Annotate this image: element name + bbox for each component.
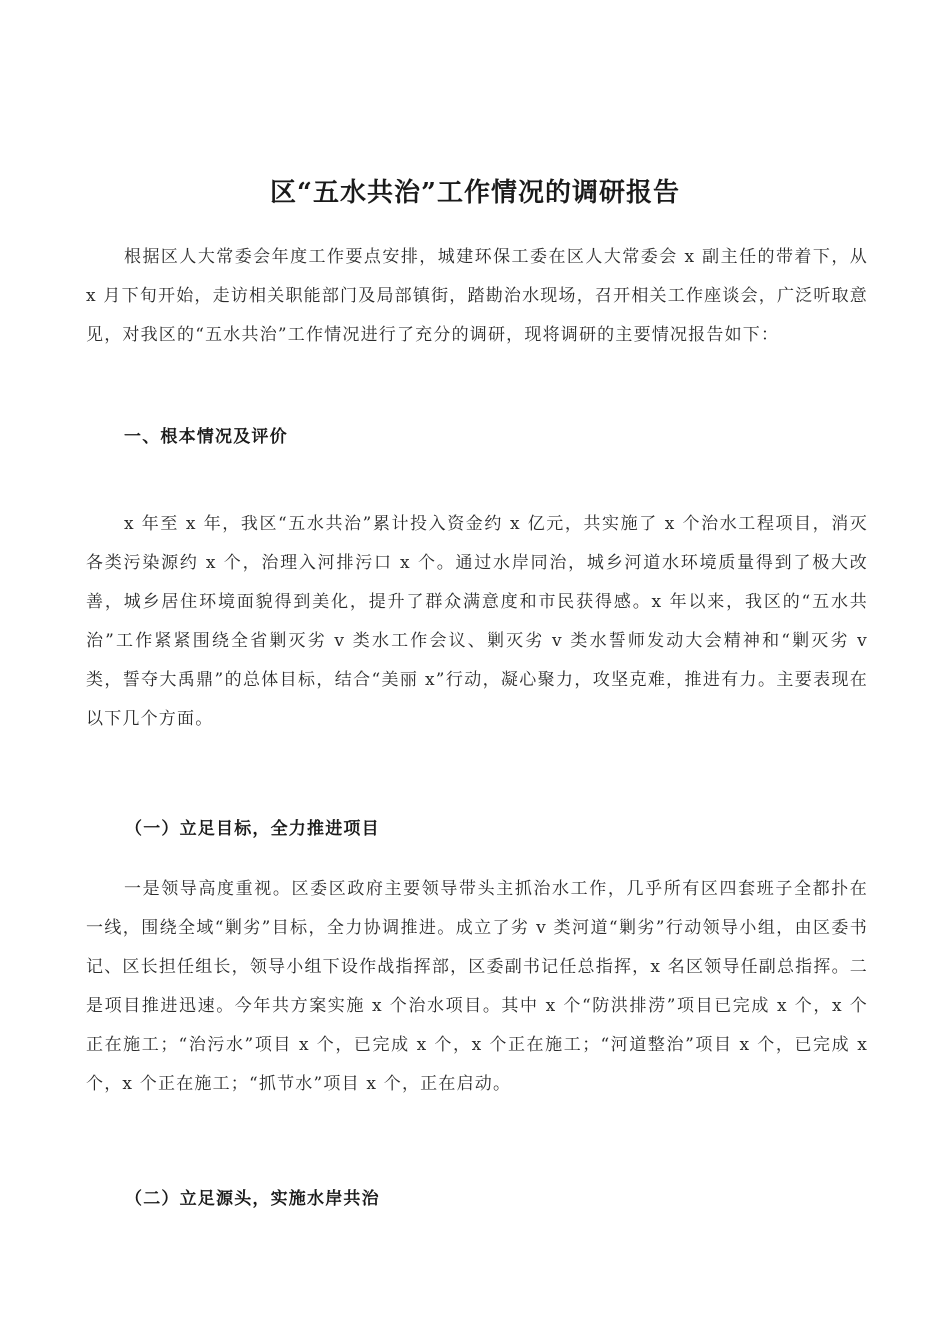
page-title: 区“五水共治”工作情况的调研报告: [270, 178, 680, 209]
subsection-1-paragraph: 一是领导高度重视。区委区政府主要领导带头主抓治水工作，几乎所有区四套班子全都扑在一线，围绕全域“剿劣”目标，全力协调推进。成立了劣 v 类河道“剿劣”行动领导小组，由区委书记、区长担任组长，领导小组下设作战指挥部，区委副书记任总指挥，x 名区领导任副总指挥。二是项目推进迅速。今年共方案实施 x 个治水项目。其中 x 个“防洪排涝”项目已完成 x 个，x 个正在施工；“治污水”项目 x 个，已完成 x 个，x 个正在施工；“河道整治”项目 x 个，已完成 x 个，x 个正在施工；“抓节水”项目 x 个，正在启动。: [86, 879, 868, 1094]
section-heading-1: 一、根本情况及评价: [124, 427, 288, 447]
subsection-heading-2: （二）立足源头，实施水岸共治: [125, 1189, 380, 1209]
section-1-paragraph: x 年至 x 年，我区“五水共治”累计投入资金约 x 亿元，共实施了 x 个治水工程项目，消灭各类污染源约 x 个，治理入河排污口 x 个。通过水岸同治，城乡河道水环境质量得到了极大改善，城乡居住环境面貌得到美化，提升了群众满意度和市民获得感。x 年以来，我区的“五水共治”工作紧紧围绕全省剿灭劣 v 类水工作会议、剿灭劣 v 类水誓师发动大会精神和“剿灭劣 v 类，誓夺大禹鼎”的总体目标，结合“美丽 x”行动，凝心聚力，攻坚克难，推进有力。主要表现在以下几个方面。: [86, 514, 868, 729]
intro-paragraph: 根据区人大常委会年度工作要点安排，城建环保工委在区人大常委会 x 副主任的带着下，从 x 月下旬开始，走访相关职能部门及局部镇街，踏勘治水现场，召开相关工作座谈会，广泛听取意见，对我区的“五水共治”工作情况进行了充分的调研，现将调研的主要情况报告如下：: [86, 247, 868, 345]
subsection-heading-1: （一）立足目标，全力推进项目: [125, 819, 380, 839]
